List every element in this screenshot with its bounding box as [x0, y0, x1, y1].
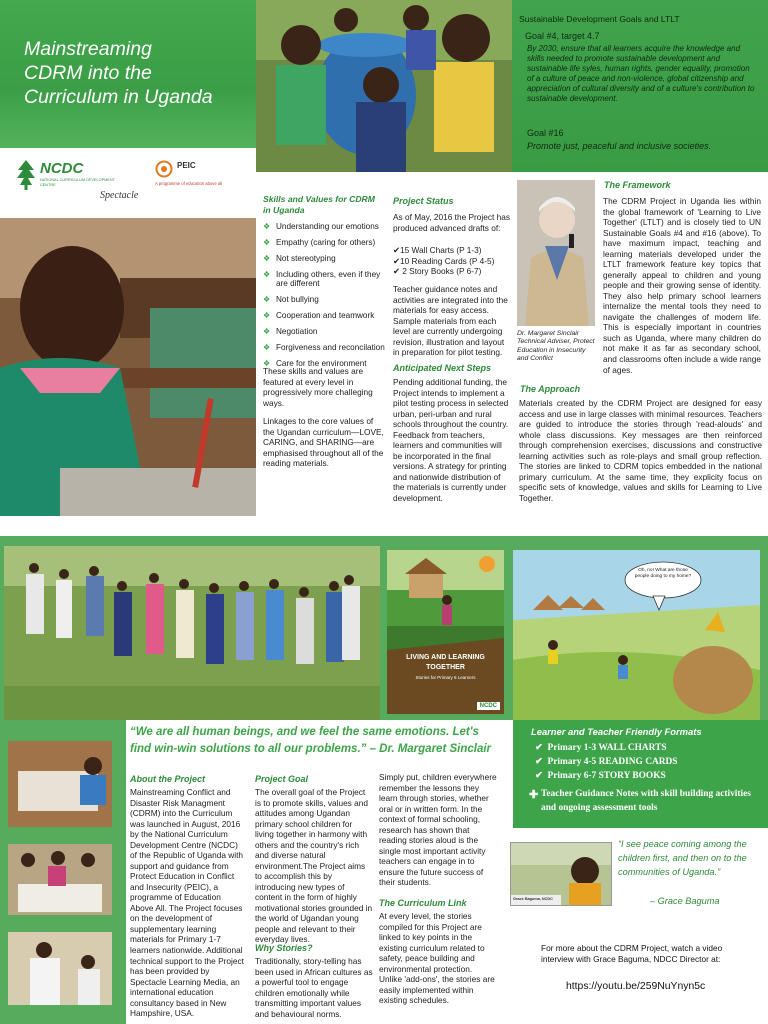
framework-para: The CDRM Project in Uganda lies within the global framework of 'Learning to Live Together' (LTLT) and is closely tied to UN Sustainable Goals #4 and #16 (above). To have maximum impact, teaching and learning materials developed under the LTLT framework feature key topics that generally appeal to children and young people and their growing sense of identity. They also help primary school learners internalize the mental tools they need to navigate the challenges of modern life. This is especially important in countries such as Uganda, where many children do not make it as far as secondary school, and classrooms often include a wide range of ages.: [603, 196, 761, 375]
photo-girl-classroom: [0, 218, 256, 516]
ncdc-logo-text: NCDC: [40, 160, 84, 177]
next-steps-heading: Anticipated Next Steps: [393, 363, 492, 373]
peic-logo-sub: A programme of education above all: [155, 181, 223, 186]
peic-logo: [155, 160, 255, 190]
portrait-caption: Dr. Margaret Sinclair Technical Adviser, Protect Education in Insecurity and Conflict: [517, 330, 595, 363]
formats-box: [513, 720, 768, 828]
page-title: [24, 38, 254, 109]
sinclair-quote: “We are all human beings, and we feel the same emotions. Let's find win-win solutions to all our problems.” – Dr. Margaret Sinclair: [130, 726, 492, 756]
formats-heading: Learner and Teacher Friendly Formats: [531, 726, 702, 737]
status-heading: Project Status: [393, 196, 454, 206]
status-item: ✔ 2 Story Books (P 6-7): [393, 266, 482, 277]
title-line-1: Mainstreaming: [24, 38, 152, 60]
skill-item: ❖ Not bullying: [263, 295, 388, 305]
skill-item: ❖ Forgiveness and reconcilation: [263, 343, 388, 353]
check-icon: ✔: [535, 743, 548, 753]
video-thumbnail-label: Grace Baguma, NCDC: [513, 897, 553, 901]
status-item: ✔10 Reading Cards (P 4-5): [393, 255, 495, 266]
project-goal-para: The overall goal of the Project is to promote skills, values and attitudes among Ugandan primary school children for living together in harmony with others and the country's rich and diverse natural environment.The Project aims to accomplish this by introducing new types of content in the form of highly motivational stories grounded in the world of Ugandan young people and relevant to their everyday lives.: [255, 787, 373, 945]
framework-heading: The Framework: [604, 180, 671, 190]
photo-children-barrel: [256, 0, 512, 172]
skills-list: [263, 222, 388, 374]
skills-para-2: Linkages to the core values of the Ugandan curriculum—LOVE, CARING, and SHARING—are emphasised throughout all of the reading materials.: [263, 416, 384, 469]
skill-item: ❖ Negotiation: [263, 327, 388, 337]
ncdc-logo: [14, 158, 124, 192]
sdg-heading: Sustainable Development Goals and LTLT: [519, 14, 680, 24]
format-item-label: Primary 4-5 READING CARDS: [547, 757, 678, 767]
book-sub: Stories for Primary 6 Learners: [415, 675, 476, 680]
book-logo: NCDC: [477, 702, 500, 710]
title-line-2: CDRM into the: [24, 61, 152, 84]
comic-speech-bubble: Oh, no! What are those people doing to my home?: [634, 568, 692, 579]
skill-item: ❖ Understanding our emotions: [263, 222, 388, 232]
skill-item: ❖ Empathy (caring for others): [263, 238, 388, 248]
skill-item: ❖ Not stereotyping: [263, 254, 388, 264]
format-item-1: [535, 742, 667, 753]
about-para: Mainstreaming Conflict and Disaster Risk Managment (CDRM) into the Curriculum was launched in August, 2016 by the National Curriculum Development Centre (NCDC) of the Republic of Uganda with support and guidance from Protect Education in Conflict and Insecurity (PEIC), a programme of Education Above All. The Project focuses on the development of supplementary learning materials for Primary 1-7 learners nationwide. Additional technical support to the Project has been provided by Spectacle Learning Media, an international education consultancy based in New Hampshire, USA.: [130, 787, 244, 1019]
status-items: [393, 245, 511, 277]
video-thumbnail[interactable]: [510, 842, 612, 906]
baguma-quote: “I see peace coming among the children first, and then on to the communities of Uganda.”: [618, 839, 747, 877]
photo-classroom-1: [8, 741, 112, 827]
teacher-notes: Teacher Guidance Notes with skill building activities and ongoing assessment tools: [541, 789, 751, 813]
photo-classroom-2: [8, 844, 112, 915]
skill-item: ❖ Including others, even if they are different: [263, 270, 388, 290]
book-cover: [387, 550, 504, 714]
skill-item: ❖ Care for the environment: [263, 359, 388, 369]
status-item: ✔15 Wall Charts (P 1-3): [393, 245, 482, 255]
skills-para-1: These skills and values are featured at every level in progressively more challeging ways.: [263, 366, 373, 408]
format-item-2: [535, 756, 677, 767]
next-steps-para: Pending additional funding, the Project intends to implement a pilot testing process in selected urban, peri-urban and rural schools throughout the country. Feedback from teachers, learners and communities will be incorporated in the final versions. A strategy for printing and nationwide distribution of the materials is currently under development.: [393, 377, 509, 503]
approach-para: Materials created by the CDRM Project are designed for easy access and use in large classes with minimal resources. Teachers are guided to introduce the stories through 'read-alouds' and whole class discussions. Key messages are then reinforced through comprehension exercises, discussions and constructive learning activities such as role-plays and small group reflection. The stories are linked to CDRM topics embedded in the national primary curriculum. At the same time, they explicity focus on specific sets of knowledge, values and skills for Learning to Live Together.: [519, 398, 762, 503]
title-line-3: Curriculum in Uganda: [24, 85, 213, 108]
about-heading: About the Project: [130, 774, 206, 784]
check-icon: ✔: [535, 757, 548, 767]
book-title-2: TOGETHER: [426, 664, 465, 671]
photo-classroom-3: [8, 932, 112, 1005]
ncdc-logo-sub: NATIONAL CURRICULUM DEVELOPMENT CENTRE: [40, 178, 115, 187]
video-url[interactable]: https://youtu.be/259NuYnyn5c: [566, 981, 706, 992]
comic-illustration: [513, 550, 760, 720]
why-stories-para: Traditionally, story-telling has been used in African cultures as a powerful tool to engage children emotionally while transmitting important values and behavioural norms.: [255, 956, 373, 1019]
status-intro: As of May, 2016 the Project has produced advanced drafts of:: [393, 212, 510, 233]
spectacle-logo-text: Spectacle: [100, 190, 139, 201]
curriculum-link-para: At every level, the stories compiled for this Project are linked to key points in the existing curriculum related to safety, peace building and environmental protection. Unlike 'add-ons', the stories are easily implemented within existing schedules.: [379, 911, 495, 1006]
skills-heading: Skills and Values for CDRM in Uganda: [263, 194, 375, 215]
format-item-3: [535, 770, 666, 781]
format-item-label: Primary 1-3 WALL CHARTS: [547, 743, 667, 753]
photo-margaret-sinclair: [517, 180, 595, 326]
baguma-attribution: – Grace Baguma: [650, 896, 720, 906]
goal16-text: Promote just, peaceful and inclusive societies.: [527, 141, 712, 151]
skill-item: ❖ Cooperation and teamwork: [263, 311, 388, 321]
quote-box: [126, 720, 506, 770]
photo-group: [4, 546, 380, 720]
why-stories-heading: Why Stories?: [255, 943, 313, 953]
check-icon: ✔: [535, 771, 548, 781]
curriculum-link-heading: The Curriculum Link: [379, 898, 467, 908]
goal4-title: Goal #4, target 4.7: [525, 31, 600, 41]
book-title-1: LIVING AND LEARNING: [406, 654, 485, 661]
video-text: For more about the CDRM Project, watch a video interview with Grace Baguma, NDCC Director at:: [541, 943, 723, 964]
spectacle-logo: [100, 190, 160, 212]
goal4-text: By 2030, ensure that all learners acquire the knowledge and skills needed to promote sustainable development and sustainable life syles, human rights, gender equality, promotion of a culture of peace and non-violence, global citizenship and appreciation of cultural diversity and of a culture's contribution to sustainable development.: [527, 44, 755, 103]
plus-icon: ✚: [529, 789, 539, 801]
status-para: Teacher guidance notes and activities are integrated into the materials for easy access. Sample materials from each level are currently undergoing revision, illustration and layout in preparation for pilot testing.: [393, 284, 508, 358]
format-item-label: Primary 6-7 STORY BOOKS: [547, 771, 666, 781]
goal16-title: Goal #16: [527, 128, 564, 138]
project-goal-heading: Project Goal: [255, 774, 309, 784]
tree-icon: [14, 158, 38, 190]
peic-logo-text: PEIC: [177, 161, 196, 170]
stories-para: Simply put, children everywhere remember the lessons they learn through stories, whether oral or in written form. In the context of formal schooling, research has shown that reading stories aloud is the single most important activity teachers can engage in to ensure the future success of their students.: [379, 772, 497, 888]
approach-heading: The Approach: [520, 384, 581, 394]
peic-circle-icon: [155, 160, 173, 178]
